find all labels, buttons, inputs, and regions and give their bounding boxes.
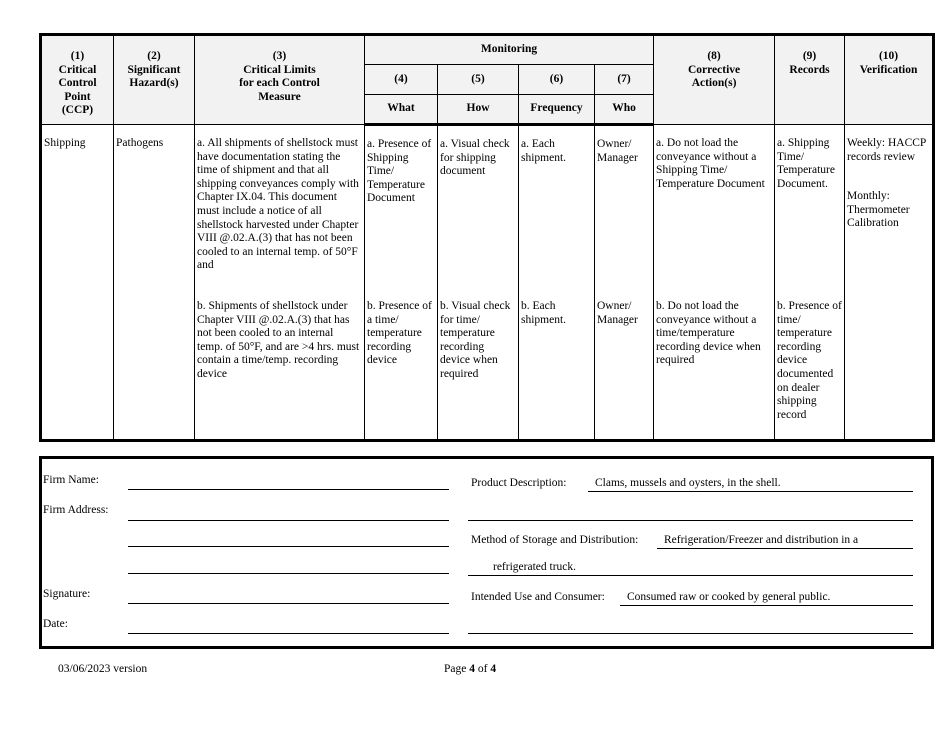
header-ccp: (1) Critical Control Point (CCP) [41,35,114,125]
storage-value-1: Refrigeration/Freezer and distribution in a [664,534,859,546]
header-what-number: (4) [365,65,438,95]
signature-label: Signature: [43,588,91,600]
version-label: 03/06/2023 version [58,663,148,675]
signature-line[interactable] [128,603,449,604]
intended-use-value: Consumed raw or cooked by general public. [627,591,831,603]
cell-corrective-a: a. Do not load the conveyance without a Shipping Time/ Temperature Document [654,125,775,289]
firm-address-line-1[interactable] [128,520,449,521]
header-critical-limits: (3) Critical Limits for each Control Measure [195,35,365,125]
cell-corrective-b: b. Do not load the conveyance without a time/temperature recording device when required [654,288,775,441]
cell-frequency-b: b. Each shipment. [519,288,595,441]
cell-who-b: Owner/ Manager [595,288,654,441]
header-who-number: (7) [595,65,654,95]
header-frequency-number: (6) [519,65,595,95]
firm-address-label: Firm Address: [43,504,109,516]
header-records: (9) Records [775,35,845,125]
header-verification: (10) Verification [845,35,934,125]
product-description-line [588,491,913,492]
cell-limit-a: a. All shipments of shellstock must have documentation stating the time of shipment and that all shipping conveyances comply with Chapter IX.04. This document must include a notice of all shellstock harvested under Chapter VIII @.02.A.(3) that has not been cooled to an internal temp. of 50°F and [195,125,365,289]
intended-use-line [620,605,913,606]
header-what: What [365,95,438,125]
cell-limit-b: b. Shipments of shellstock under Chapter VIII @.02.A.(3) that has not been cooled to an internal temp. of 50°F, and are >4 hrs. must contain a time/temp. recording device [195,288,365,441]
cell-hazard: Pathogens [114,125,195,441]
date-line[interactable] [128,633,449,634]
header-how-number: (5) [438,65,519,95]
storage-label: Method of Storage and Distribution: [471,534,639,546]
verification-monthly: Monthly: Thermometer Calibration [847,190,910,230]
header-who: Who [595,95,654,125]
cell-verification [845,125,934,441]
cell-what-b: b. Presence of a time/ temperature recording device [365,288,438,441]
cell-how-a: a. Visual check for shipping document [438,125,519,289]
intended-use-label: Intended Use and Consumer: [471,591,605,603]
cell-records-b: b. Presence of time/ temperature recording device documented on dealer shipping record [775,288,845,441]
product-description-line-2 [468,520,913,521]
cell-how-b: b. Visual check for time/ temperature recording device when required [438,288,519,441]
firm-address-line-3[interactable] [128,573,449,574]
cell-what-a: a. Presence of Shipping Time/ Temperature Document [365,125,438,289]
verification-weekly: Weekly: HACCP records review [847,137,926,163]
header-how: How [438,95,519,125]
firm-address-line-2[interactable] [128,546,449,547]
storage-line-2 [468,575,913,576]
cell-ccp: Shipping [41,125,114,441]
header-corrective-action: (8) Corrective Action(s) [654,35,775,125]
firm-name-line[interactable] [128,489,449,490]
date-label: Date: [43,618,68,630]
firm-name-label: Firm Name: [43,474,99,486]
haccp-plan-table [39,33,935,442]
product-description-value: Clams, mussels and oysters, in the shell. [595,477,781,489]
page-number: Page 4 of 4 [444,663,497,675]
cell-who-a: Owner/ Manager [595,125,654,289]
cell-frequency-a: a. Each shipment. [519,125,595,289]
product-description-label: Product Description: [471,477,567,489]
header-hazard: (2) Significant Hazard(s) [114,35,195,125]
header-monitoring: Monitoring [365,35,654,65]
storage-line-1 [657,548,913,549]
storage-value-2: refrigerated truck. [493,561,577,573]
intended-use-line-2 [468,633,913,634]
cell-records-a: a. Shipping Time/ Temperature Document. [775,125,845,289]
header-frequency: Frequency [519,95,595,125]
firm-info-box [39,456,934,649]
